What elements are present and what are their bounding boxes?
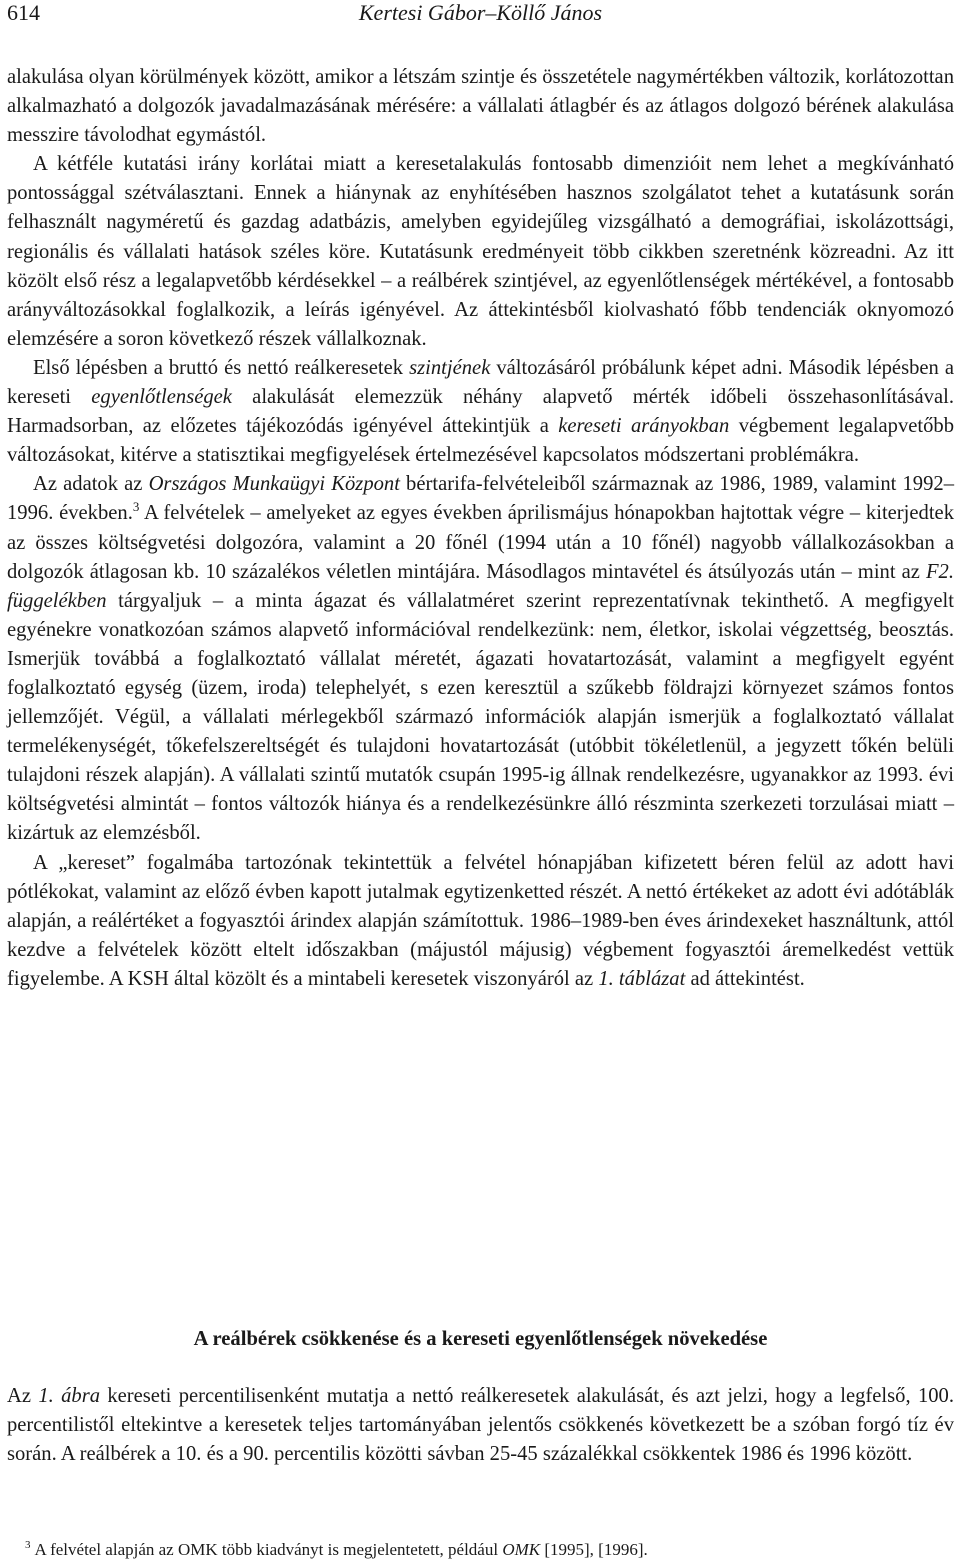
footnote-reference-3[interactable]: 3 bbox=[132, 499, 140, 515]
paragraph-5-text-a: A „kereset” fogalmába tartozónak tekintettük a felvétel hónapjában kifizetett béren felül az adott havi pótlékokat, valamint az előző évben kapott jutalmak egytizenketted részét. A nettó értékeket az adott évi adótáblák alapján, a reálértéket a fogyasztói árindex alapján számítottuk. 1986–1989-ben éves árindexeket használtunk, attól kezdve a felvételek között eltelt időszakban (májustól májusig) végbement fogyasztói áremelkedést vettük figyelembe. A KSH által közölt és a mintabeli keresetek viszonyáról az bbox=[7, 851, 954, 990]
paragraph-3-text-e: alakulását elemezzük néhány alapvető mérték időbeli összehasonlításával. Harmadsorban, az előzetes tájékozódás igényével áttekintjük a bbox=[7, 386, 954, 438]
footnote-text-c: [1995], [1996]. bbox=[540, 1540, 648, 1559]
footnote-omk: OMK bbox=[502, 1540, 541, 1559]
paragraph-4 bbox=[7, 470, 954, 848]
emphasis-1-tablazat: 1. táblázat bbox=[598, 967, 686, 990]
section-paragraph-1 bbox=[7, 1382, 954, 1469]
paragraph-2 bbox=[7, 150, 954, 354]
emphasis-szintjenek: szintjének bbox=[409, 356, 491, 379]
running-title: Kertesi Gábor–Köllő János bbox=[358, 0, 603, 25]
footnote bbox=[7, 1538, 954, 1562]
section-paragraph-1-text-c: kereseti percentilisenként mutatja a nettó reálkeresetek alakulását, és azt jelzi, hogy a legfelső, 100. percentilistől eltekintve a keresetek teljes tartományában jelentős csökkenés következett be a szóban forgó tíz év során. A reálbérek a 10. és a 90. percentilis közötti sávban 25-45 százalékkal csökkentek 1986 és 1996 között. bbox=[7, 1385, 954, 1466]
paragraph-4-text-a: Az adatok az bbox=[33, 473, 149, 496]
body-text bbox=[7, 63, 954, 994]
paragraph-5 bbox=[7, 849, 954, 994]
paragraph-2-text: A kétféle kutatási irány korlátai miatt a keresetalakulás fontosabb dimenzióit nem lehet a megkívánható pontossággal szétválasztani. Ennek a hiánynak az enyhítésében hasznos szolgálatot tehet a kutatásunk során felhasznált nagyméretű és gazdag adatbázis, amelyben egyidejűleg vizsgálható a demográfiai, iskolázottsági, regionális és vállalati hatások széles köre. Kutatásunk eredményeit több cikkben szeretnénk közreadni. Az itt közölt első rész a legalapvetőbb kérdésekkel – a reálbérek szintjével, az egyenlőtlenségek mértékével, a fontosabb arányváltozásokkal foglalkozik, a leírás igényével. Az áttekintésből kiolvasható főbb tendenciák oknyomozó elemzésére a soron következő részek vállalkoznak. bbox=[7, 153, 954, 350]
paragraph-3-text-a: Első lépésben a bruttó és nettó reálkeresetek bbox=[33, 356, 410, 379]
footnote-mark: 3 bbox=[25, 1539, 31, 1552]
emphasis-omk: Országos Munkaügyi Központ bbox=[148, 473, 400, 496]
running-head bbox=[7, 0, 954, 30]
paragraph-1-text: alakulása olyan körülmények között, amikor a létszám szintje és összetétele nagymértékben változik, korlátozottan alkalmazható a dolgozók javadalmazásának mérésére: a vállalati átlagbér és az átlagos dolgozó bérének alakulása messzire távolodhat egymástól. bbox=[7, 66, 954, 147]
emphasis-egyenlotlensegek: egyenlőtlenségek bbox=[91, 386, 232, 409]
section-heading: A reálbérek csökkenése és a kereseti egyenlőtlenségek növekedése bbox=[193, 1328, 768, 1350]
paragraph-4-text-d: A felvételek – amelyeket az egyes években áprilismájus hónapokban hajtottak végre – kiterjedtek az összes költségvetési dolgozóra, valamint a 20 főnél (1994 után a 10 főnél) nagyobb vállalkozásokban a dolgozók átlagosan kb. 10 százalékos véletlen mintájára. Másodlagos mintavétel és átsúlyozás után – mint az bbox=[7, 502, 954, 583]
emphasis-f2-fuggelekben: F2. függelékben bbox=[7, 560, 954, 612]
page-number: 614 bbox=[7, 0, 40, 25]
paragraph-1 bbox=[7, 63, 954, 150]
paragraph-4-text-c: bértarifa-felvételeiből származnak az 1986, 1989, valamint 1992–1996. években. bbox=[7, 473, 954, 525]
paragraph-4-text-f: tárgyaljuk – a minta ágazat és vállalatméret szerint reprezentatívnak tekinthető. A megfigyelt egyénekre vonatkozóan számos alapvető információval rendelkezünk: nem, életkor, iskolai végzettség, beosztás. Ismerjük továbbá a foglalkoztató vállalat méretét, ágazati hovatartozását, valamint a megfigyelt egyént foglalkoztató egység (üzem, iroda) telephelyét, s ezen keresztül a szűkebb földrajzi környezet számos fontos jellemzőjét. Végül, a vállalati mérlegekből származó információk alapján ismerjük a foglalkoztató vállalat termelékenységét, tőkefelszereltségét és tulajdoni hovatartozását (utóbbit tökéletlenül, a jegyzett tőkén belüli tulajdoni részek alapján). A vállalati szintű mutatók csupán 1995-ig állnak rendelkezésre, ugyanakkor az 1993. évi költségvetési almintát – fontos változók hiánya és a rendelkezésünkre álló részminta szerkezeti torzulásai miatt – kizártuk az elemzésből. bbox=[7, 589, 954, 845]
paragraph-3 bbox=[7, 354, 954, 470]
paragraph-3-text-c: változásáról próbálunk képet adni. Második lépésben a kereseti bbox=[7, 356, 954, 409]
emphasis-kereseti-aranyokban: kereseti arányokban bbox=[558, 415, 730, 438]
paragraph-3-text-g: végbement legalapvetőbb változásokat, kitérve a statisztikai megfigyelések értelmezésével kapcsolatos módszertani problémákra. bbox=[7, 415, 954, 467]
footnote-text-a: A felvétel alapján az OMK több kiadványt is megjelentetett, például bbox=[34, 1540, 503, 1559]
section-paragraph-1-text-a: Az bbox=[7, 1385, 39, 1407]
paragraph-5-text-c: ad áttekintést. bbox=[685, 967, 805, 990]
section-text bbox=[7, 1382, 954, 1469]
emphasis-1-abra: 1. ábra bbox=[38, 1385, 101, 1407]
